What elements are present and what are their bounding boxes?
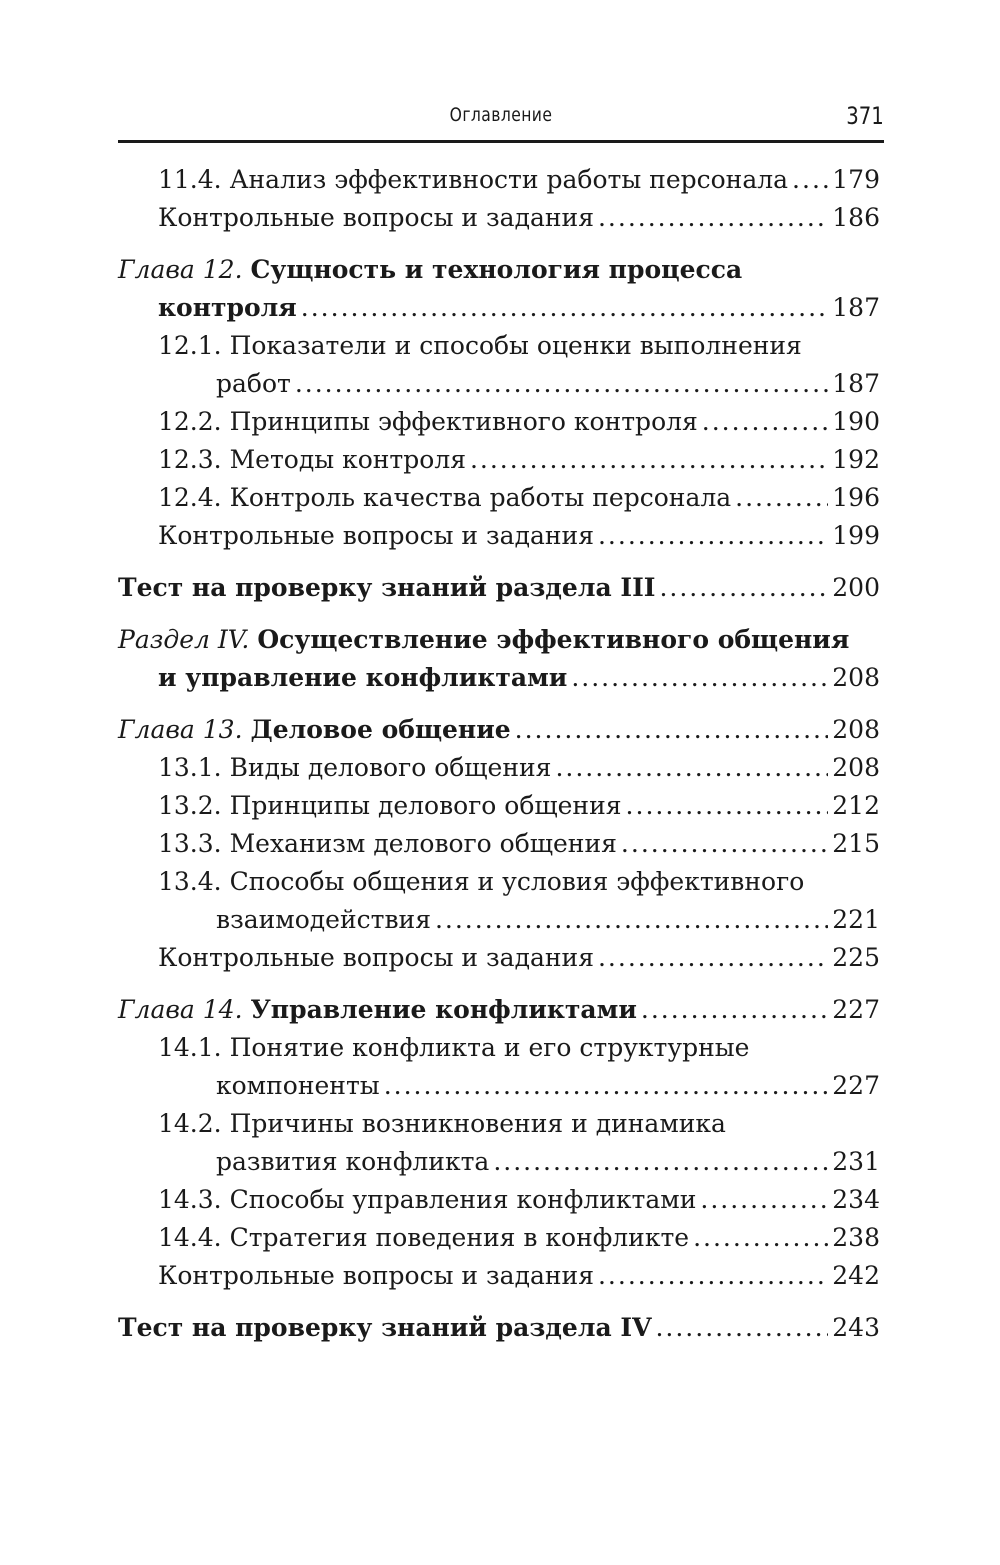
entry-page: 231 bbox=[832, 1147, 880, 1176]
entry-page: 187 bbox=[832, 293, 880, 322]
dot-leader bbox=[598, 517, 828, 555]
dot-leader bbox=[792, 161, 828, 199]
dot-leader bbox=[693, 1219, 828, 1257]
entry-title: Способы управления конфликтами bbox=[229, 1185, 697, 1214]
entry-number: 13.1. bbox=[158, 753, 222, 782]
toc-entry[interactable] bbox=[118, 161, 880, 199]
running-head-title: Оглавление bbox=[449, 104, 553, 126]
dot-leader bbox=[598, 939, 828, 977]
entry-title: Принципы делового общения bbox=[229, 791, 622, 820]
dot-leader bbox=[700, 1181, 828, 1219]
dot-leader bbox=[598, 199, 828, 237]
chapter-title-line2: контроля bbox=[158, 293, 297, 322]
toc-entry[interactable] bbox=[118, 1029, 880, 1105]
entry-number: 12.2. bbox=[158, 407, 222, 436]
entry-title: Контрольные вопросы и задания bbox=[158, 1261, 594, 1290]
toc-entry[interactable] bbox=[118, 327, 880, 403]
entry-title: Контрольные вопросы и задания bbox=[158, 203, 594, 232]
toc-entry[interactable] bbox=[118, 825, 880, 863]
entry-page: 196 bbox=[832, 483, 880, 512]
section-title-line2: и управление конфликтами bbox=[158, 663, 568, 692]
chapter-title: Управление конфликтами bbox=[250, 995, 637, 1024]
entry-page: 215 bbox=[832, 829, 880, 858]
chapter-label: Глава 12. bbox=[118, 255, 243, 284]
toc-test-entry[interactable] bbox=[118, 1309, 880, 1347]
entry-title: Виды делового общения bbox=[229, 753, 552, 782]
toc-chapter-entry[interactable] bbox=[118, 711, 880, 749]
table-of-contents bbox=[118, 161, 880, 1347]
running-head bbox=[118, 100, 884, 143]
toc-entry[interactable] bbox=[118, 199, 880, 237]
toc-entry[interactable] bbox=[118, 517, 880, 555]
dot-leader bbox=[702, 403, 829, 441]
section-title-line1: Осуществление эффективного общения bbox=[257, 625, 850, 654]
entry-number: 12.3. bbox=[158, 445, 222, 474]
entry-title: Принципы эффективного контроля bbox=[229, 407, 698, 436]
toc-entry[interactable] bbox=[118, 749, 880, 787]
entry-page: 208 bbox=[832, 715, 880, 744]
entry-page: 221 bbox=[832, 905, 880, 934]
entry-page: 192 bbox=[832, 445, 880, 474]
dot-leader bbox=[435, 901, 828, 939]
entry-page: 238 bbox=[832, 1223, 880, 1252]
entry-page: 199 bbox=[832, 521, 880, 550]
entry-title-line1: Способы общения и условия эффективного bbox=[229, 867, 805, 896]
entry-title: Тест на проверку знаний раздела IV bbox=[118, 1313, 652, 1342]
entry-title: Контрольные вопросы и задания bbox=[158, 521, 594, 550]
entry-page: 187 bbox=[832, 369, 880, 398]
toc-chapter-entry[interactable] bbox=[118, 251, 880, 327]
entry-title-line2: взаимодействия bbox=[216, 905, 431, 934]
dot-leader bbox=[621, 825, 828, 863]
entry-page: 179 bbox=[832, 165, 880, 194]
toc-entry[interactable] bbox=[118, 403, 880, 441]
dot-leader bbox=[655, 1309, 828, 1347]
dot-leader bbox=[515, 711, 829, 749]
entry-number: 12.4. bbox=[158, 483, 222, 512]
entry-title-line1: Показатели и способы оценки выполнения bbox=[229, 331, 802, 360]
toc-entry[interactable] bbox=[118, 479, 880, 517]
chapter-title-line1: Сущность и технология процесса bbox=[250, 255, 743, 284]
entry-number: 11.4. bbox=[158, 165, 222, 194]
dot-leader bbox=[641, 991, 828, 1029]
section-label: Раздел IV. bbox=[118, 625, 250, 654]
entry-page: 200 bbox=[832, 573, 880, 602]
entry-page: 208 bbox=[832, 753, 880, 782]
dot-leader bbox=[295, 365, 828, 403]
entry-title: Анализ эффективности работы персонала bbox=[229, 165, 789, 194]
toc-entry[interactable] bbox=[118, 939, 880, 977]
dot-leader bbox=[470, 441, 828, 479]
toc-section-entry[interactable] bbox=[118, 621, 880, 697]
entry-title-line1: Причины возникновения и динамика bbox=[229, 1109, 726, 1138]
entry-title: Механизм делового общения bbox=[229, 829, 617, 858]
entry-number: 13.2. bbox=[158, 791, 222, 820]
entry-page: 208 bbox=[832, 663, 880, 692]
entry-page: 242 bbox=[832, 1261, 880, 1290]
toc-entry[interactable] bbox=[118, 1105, 880, 1181]
entry-number: 14.1. bbox=[158, 1033, 222, 1062]
entry-number: 14.4. bbox=[158, 1223, 222, 1252]
entry-title: Тест на проверку знаний раздела III bbox=[118, 573, 656, 602]
toc-entry[interactable] bbox=[118, 1181, 880, 1219]
entry-number: 13.4. bbox=[158, 867, 222, 896]
toc-chapter-entry[interactable] bbox=[118, 991, 880, 1029]
dot-leader bbox=[555, 749, 828, 787]
entry-number: 14.2. bbox=[158, 1109, 222, 1138]
toc-entry[interactable] bbox=[118, 1219, 880, 1257]
chapter-title: Деловое общение bbox=[250, 715, 511, 744]
entry-title: Контрольные вопросы и задания bbox=[158, 943, 594, 972]
page-number: 371 bbox=[846, 102, 884, 130]
dot-leader bbox=[384, 1067, 829, 1105]
toc-entry[interactable] bbox=[118, 787, 880, 825]
toc-entry[interactable] bbox=[118, 863, 880, 939]
dot-leader bbox=[735, 479, 828, 517]
entry-page: 243 bbox=[832, 1313, 880, 1342]
dot-leader bbox=[659, 569, 828, 607]
entry-title: Стратегия поведения в конфликте bbox=[229, 1223, 690, 1252]
entry-title-line2: работ bbox=[216, 369, 291, 398]
entry-page: 225 bbox=[832, 943, 880, 972]
toc-test-entry[interactable] bbox=[118, 569, 880, 607]
chapter-label: Глава 13. bbox=[118, 715, 243, 744]
dot-leader bbox=[626, 787, 829, 825]
entry-title-line2: развития конфликта bbox=[216, 1147, 490, 1176]
dot-leader bbox=[493, 1143, 828, 1181]
toc-entry[interactable] bbox=[118, 1257, 880, 1295]
dot-leader bbox=[301, 289, 829, 327]
entry-number: 12.1. bbox=[158, 331, 222, 360]
toc-entry[interactable] bbox=[118, 441, 880, 479]
entry-number: 14.3. bbox=[158, 1185, 222, 1214]
chapter-label: Глава 14. bbox=[118, 995, 243, 1024]
entry-title: Методы контроля bbox=[229, 445, 466, 474]
entry-page: 212 bbox=[832, 791, 880, 820]
entry-title: Контроль качества работы персонала bbox=[229, 483, 732, 512]
entry-page: 227 bbox=[832, 995, 880, 1024]
entry-page: 186 bbox=[832, 203, 880, 232]
dot-leader bbox=[598, 1257, 828, 1295]
entry-number: 13.3. bbox=[158, 829, 222, 858]
entry-page: 227 bbox=[832, 1071, 880, 1100]
entry-page: 234 bbox=[832, 1185, 880, 1214]
entry-page: 190 bbox=[832, 407, 880, 436]
dot-leader bbox=[571, 659, 828, 697]
entry-title-line2: компоненты bbox=[216, 1071, 380, 1100]
entry-title-line1: Понятие конфликта и его структурные bbox=[229, 1033, 750, 1062]
